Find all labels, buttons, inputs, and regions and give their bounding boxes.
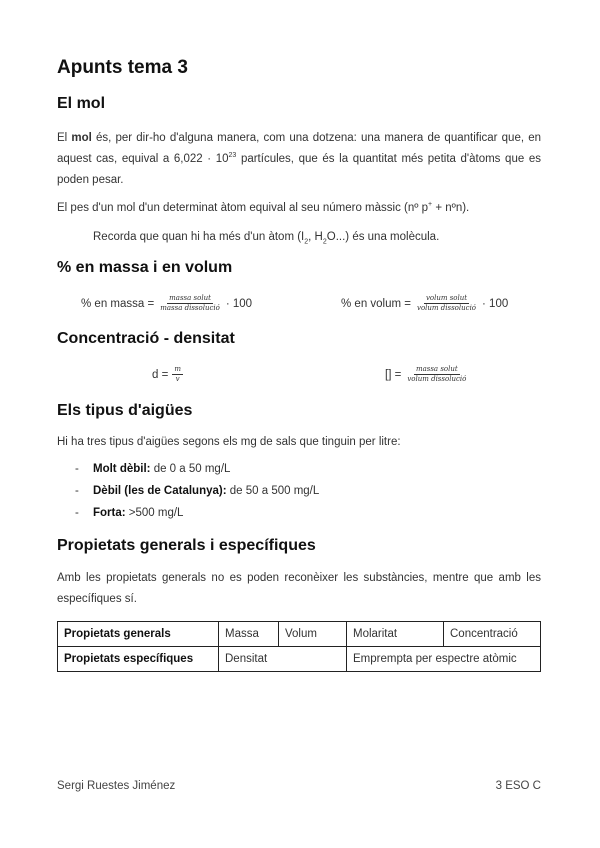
fraction: $\frac{\text{massa solut}}{\text{volum dissolució}}$ xyxy=(407,365,467,383)
footer-class: 3 ESO C xyxy=(495,780,541,792)
section-heading-percent: % en massa i en volum xyxy=(57,259,233,276)
footer-author: Sergi Ruestes Jiménez xyxy=(57,780,176,792)
page-title: Apunts tema 3 xyxy=(57,57,188,78)
waters-intro: Hi ha tres tipus d'aigües segons els mg de sals que tinguin per litre: xyxy=(57,436,401,448)
table-cell: Molaritat xyxy=(347,622,444,647)
formula-volume-percent: % en volum = $\frac{\text{volum solut}}{\text{volum dissolució}}$ · 100 xyxy=(341,294,509,312)
list-item: - Molt dèbil: de 0 a 50 mg/L xyxy=(75,463,231,475)
fraction: $\frac{m}{v}$ xyxy=(174,365,181,383)
mass-number-paragraph: El pes d'un mol d'un determinat àtom equival al seu número màssic (nº p+ + nºn). xyxy=(57,201,470,214)
table-row xyxy=(58,622,541,647)
table-cell: Massa xyxy=(219,622,279,647)
formula-mass-percent: % en massa = $\frac{\text{massa solut}}{\text{massa dissolució}}$ · 100 xyxy=(81,294,253,312)
table-cell: Emprempta per espectre atòmic xyxy=(347,647,541,672)
section-heading-waters: Els tipus d'aigües xyxy=(57,402,193,419)
section-heading-concentration: Concentració - densitat xyxy=(57,330,235,347)
formula-density: d = $\frac{m}{v}$ xyxy=(152,365,181,383)
table-cell: Concentració xyxy=(444,622,541,647)
table-cell: Densitat xyxy=(219,647,347,672)
table-cell: Volum xyxy=(279,622,347,647)
molecule-note: Recorda que quan hi ha més d'un àtom ($I_2$, $H_2O$...) és una molècula. xyxy=(93,231,440,246)
properties-table xyxy=(57,621,541,672)
section-heading-properties: Propietats generals i específiques xyxy=(57,537,316,554)
table-cell: Propietats específiques xyxy=(58,647,219,672)
table-cell: Propietats generals xyxy=(58,622,219,647)
fraction: $\frac{\text{massa solut}}{\text{massa dissolució}}$ xyxy=(160,294,220,312)
water-types-list xyxy=(57,458,319,524)
table-row xyxy=(58,647,541,672)
list-item: - Forta: >500 mg/L xyxy=(75,507,184,519)
formula-concentration: [] = $\frac{\text{massa solut}}{\text{volum dissolució}}$ xyxy=(385,365,467,383)
properties-intro: Amb les propietats generals no es poden reconèixer les substàncies, mentre que amb les específiques sí. xyxy=(57,572,541,605)
list-item: - Dèbil (les de Catalunya): de 50 a 500 mg/L xyxy=(75,485,320,497)
section-heading-mol: El mol xyxy=(57,95,106,112)
fraction: $\frac{\text{volum solut}}{\text{volum dissolució}}$ xyxy=(417,294,477,312)
mol-bold-term: mol xyxy=(71,132,92,144)
mol-paragraph: El mol és, per dir-ho d'alguna manera, com una dotzena: una manera de quantificar que, en aquest cas, equival a $6,022 \cdot 10^{23}$ partícules, que és la quantitat més petita d'àtoms que es poden pesar. xyxy=(57,132,541,186)
